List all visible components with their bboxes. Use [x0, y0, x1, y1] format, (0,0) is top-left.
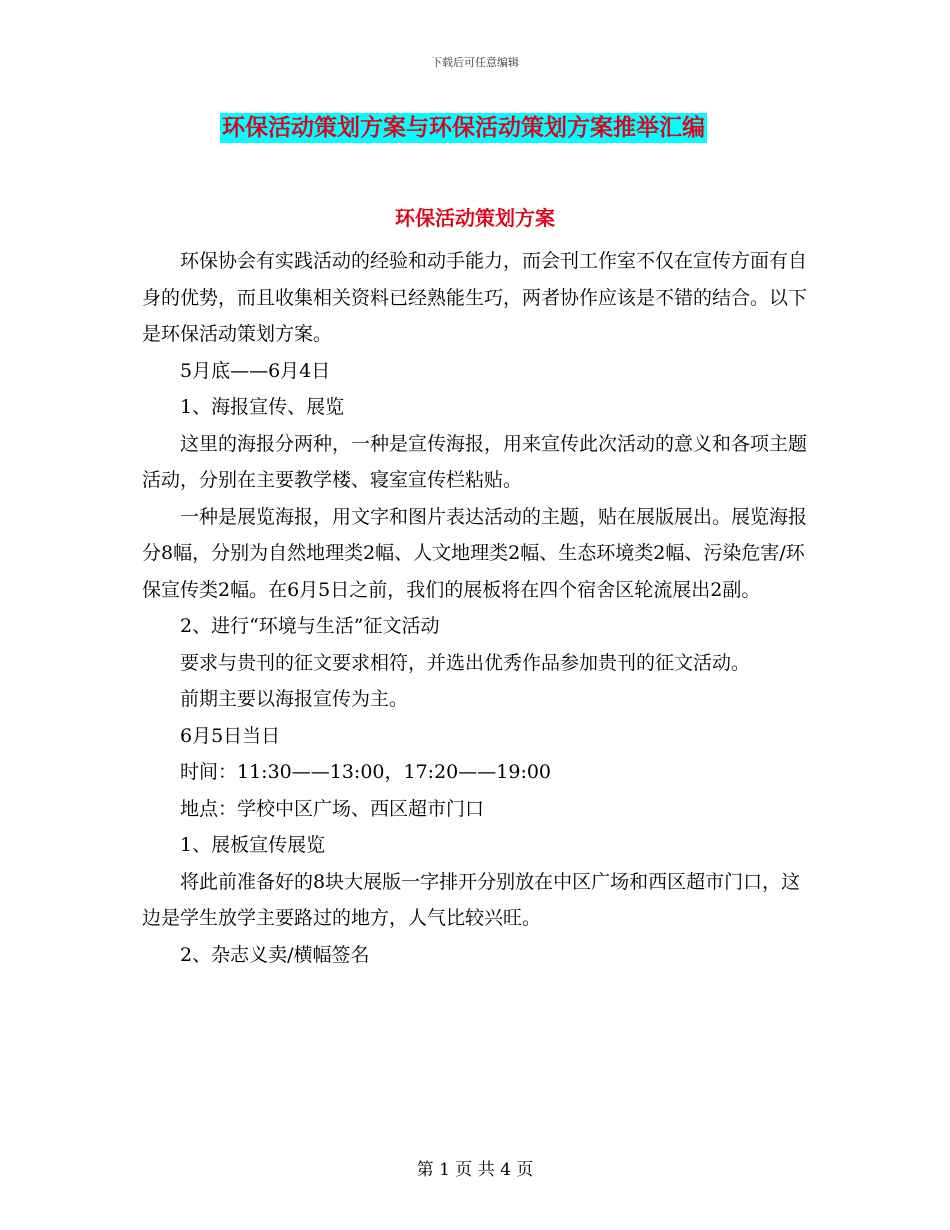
- paragraph: 将此前准备好的8块大展版一字排开分别放在中区广场和西区超市门口，这边是学生放学主要路过的地方，人气比较兴旺。: [142, 870, 801, 929]
- header-note: 下载后可任意编辑: [431, 56, 519, 69]
- document-body: [142, 243, 812, 973]
- paragraph: 要求与贵刊的征文要求相符，并选出优秀作品参加贵刊的征文活动。: [180, 651, 751, 674]
- paragraph: 6月5日当日: [180, 724, 281, 747]
- paragraph: 1、展板宣传展览: [180, 834, 326, 856]
- paragraph: 1、海报宣传、展览: [180, 396, 345, 418]
- paragraph: 一种是展览海报，用文字和图片表达活动的主题，贴在展版展出。展览海报分8幅，分别为自然地理类2幅、人文地理类2幅、生态环境类2幅、污染危害/环保宣传类2幅。在6月5日之前，我们的展板将在四个宿舍区轮流展出2副。: [142, 505, 808, 601]
- paragraph: 地点：学校中区广场、西区超市门口: [180, 797, 485, 820]
- paragraph: 时间：11:30——13:00，17:20——19:00: [180, 761, 552, 783]
- paragraph: 环保协会有实践活动的经验和动手能力，而会刊工作室不仅在宣传方面有自身的优势，而且收集相关资料已经熟能生巧，两者协作应该是不错的结合。以下是环保活动策划方案。: [142, 250, 808, 345]
- section-title: 环保活动策划方案: [395, 206, 555, 230]
- paragraph: 这里的海报分两种，一种是宣传海报，用来宣传此次活动的意义和各项主题活动，分别在主要教学楼、寝室宣传栏粘贴。: [142, 432, 808, 491]
- paragraph: 5月底——6月4日: [180, 359, 331, 382]
- paragraph: 前期主要以海报宣传为主。: [180, 688, 409, 710]
- paragraph: 2、进行“环境与生活”征文活动: [180, 615, 440, 637]
- paragraph: 2、杂志义卖/横幅签名: [180, 943, 370, 966]
- page-number-footer: 第 1 页 共 4 页: [416, 1160, 534, 1180]
- document-title: 环保活动策划方案与环保活动策划方案推举汇编: [222, 115, 705, 141]
